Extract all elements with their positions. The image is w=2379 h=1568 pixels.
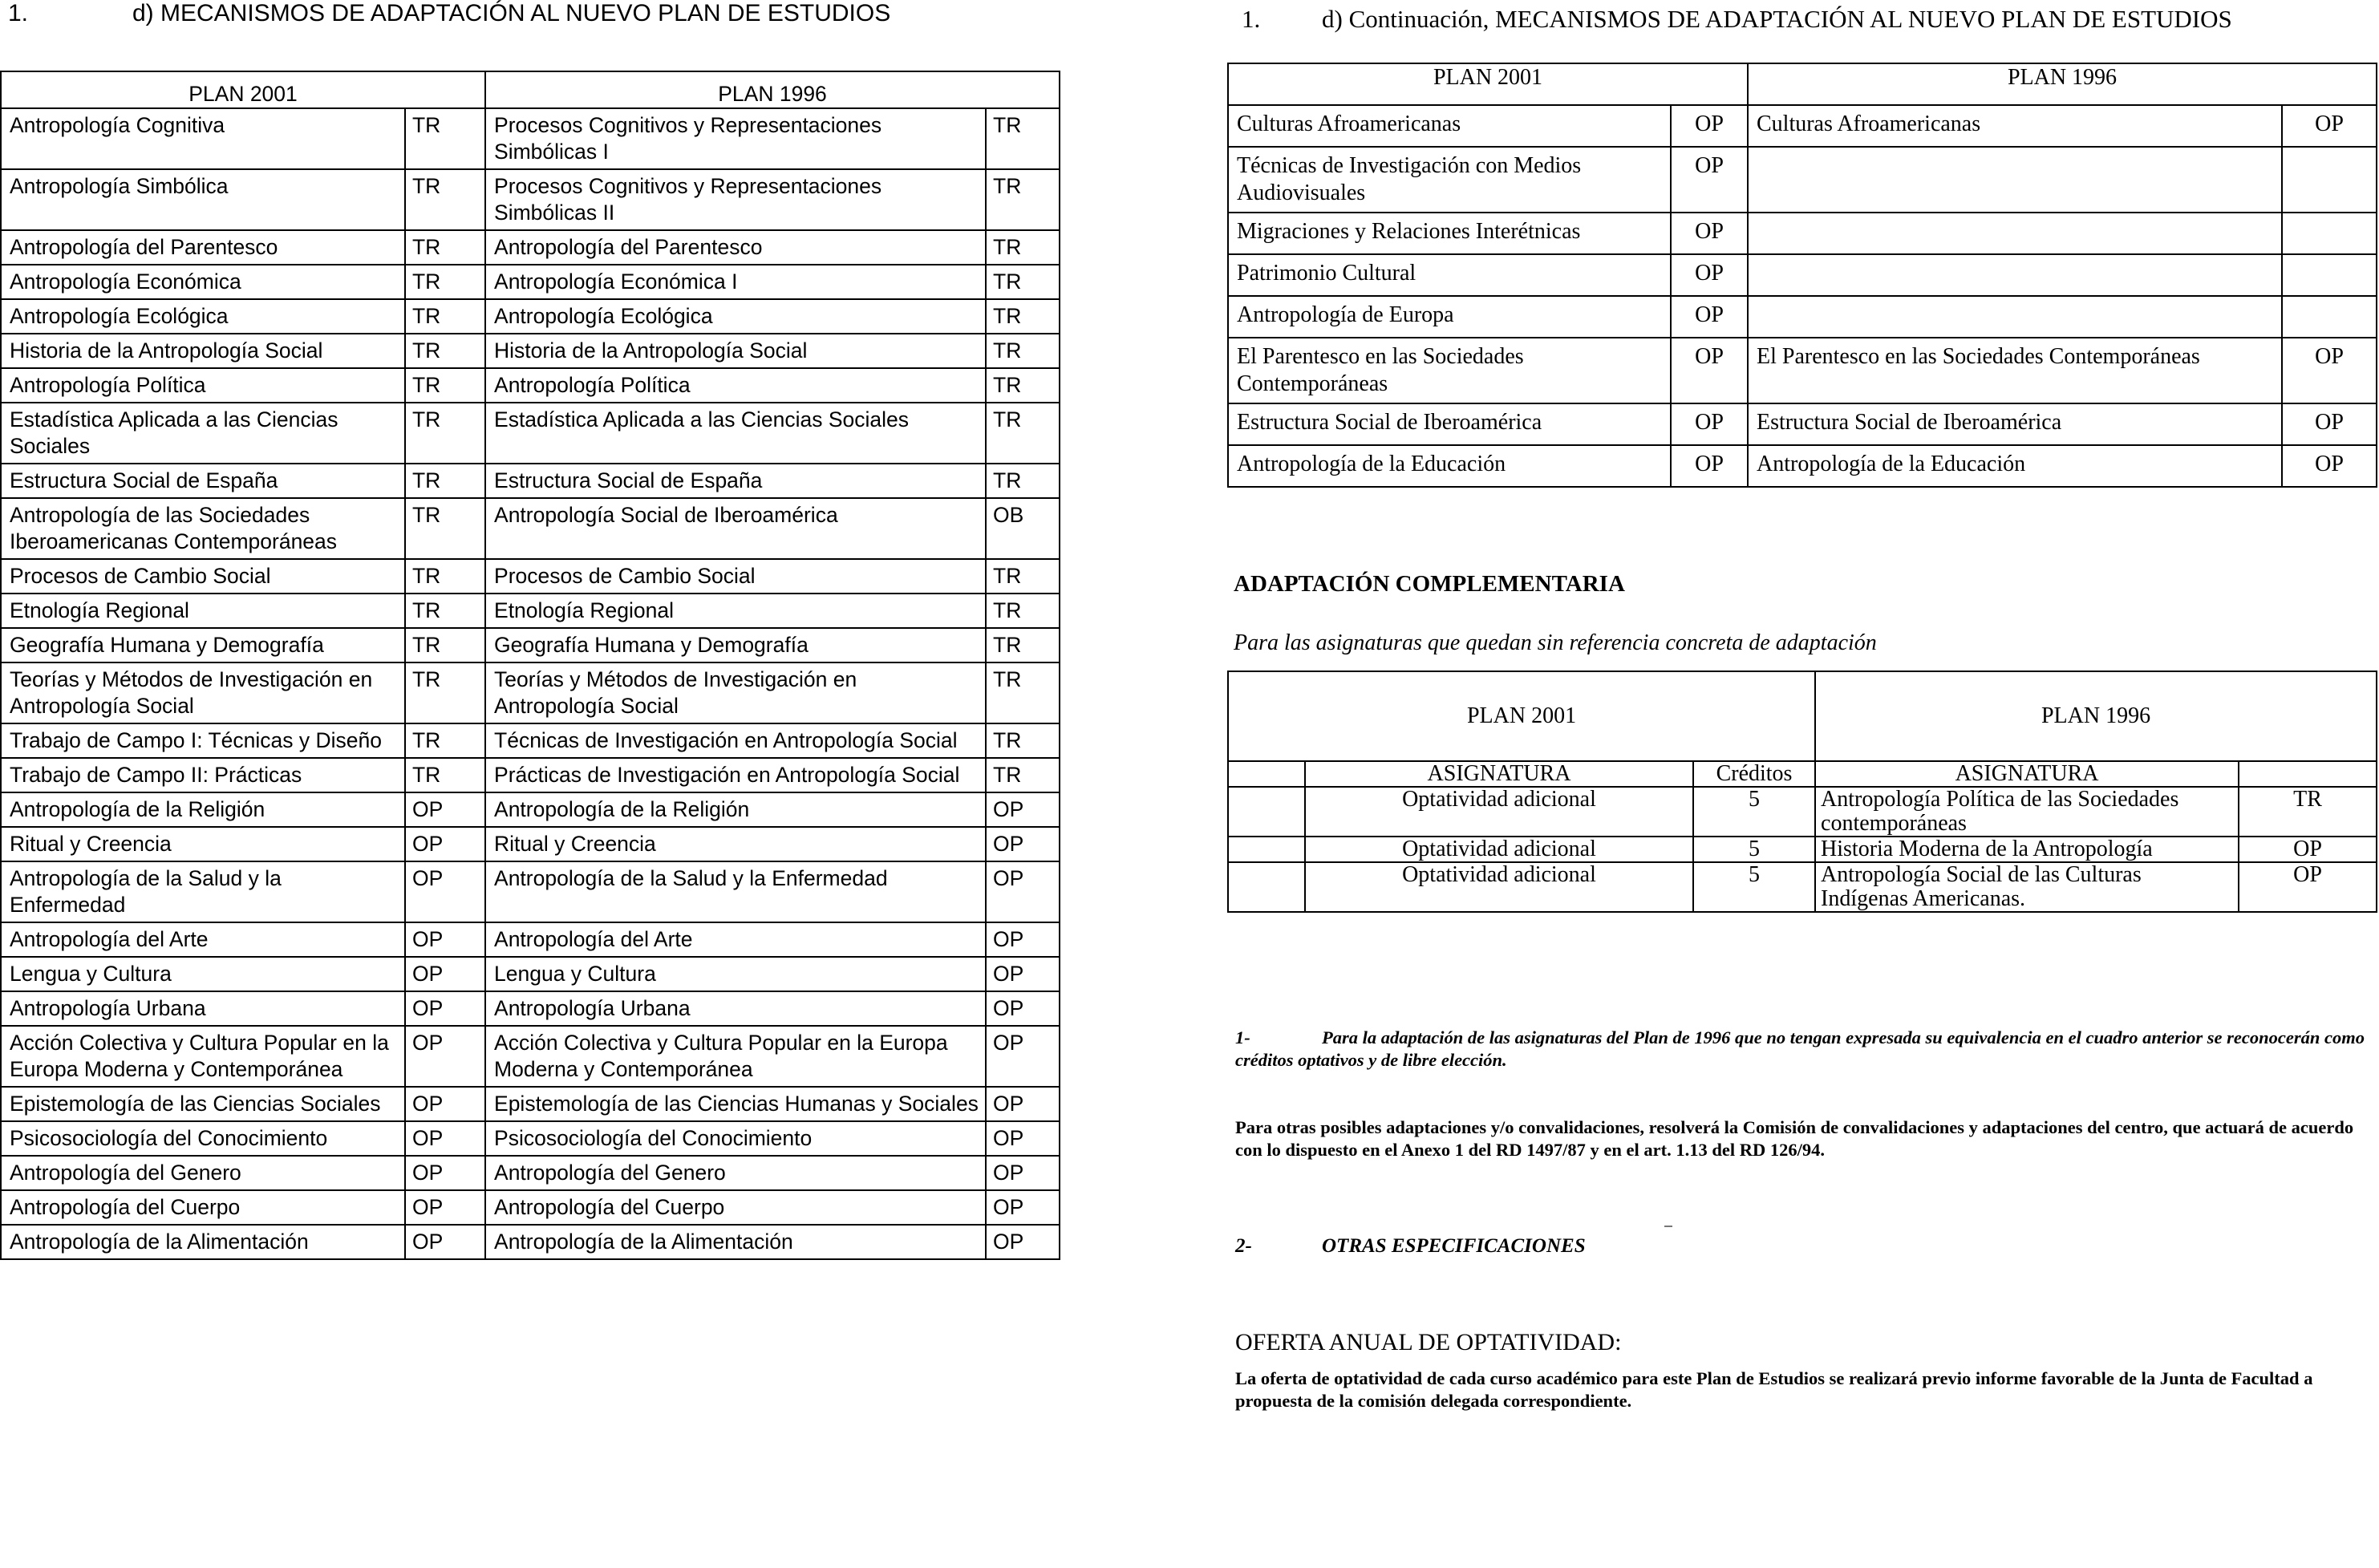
subject-2001: Antropología Económica xyxy=(1,265,405,299)
table-row xyxy=(1,334,1060,368)
type-1996: TR xyxy=(986,723,1060,758)
table-row xyxy=(1228,254,2377,296)
credits: 5 xyxy=(1693,862,1815,912)
scan-mark xyxy=(1664,1226,1672,1227)
type-2001: OP xyxy=(405,827,485,861)
type-1996: TR xyxy=(986,464,1060,498)
type-2001: OP xyxy=(405,991,485,1026)
subject-1996: Psicosociología del Conocimiento xyxy=(485,1121,986,1156)
subject-2001: Migraciones y Relaciones Interétnicas xyxy=(1228,213,1671,254)
complementaria-title: ADAPTACIÓN COMPLEMENTARIA xyxy=(1234,571,1625,597)
table-row xyxy=(1,723,1060,758)
type-1996: TR xyxy=(986,403,1060,464)
type-2001: TR xyxy=(405,559,485,594)
type-1996: TR xyxy=(986,758,1060,792)
type-1996: OP xyxy=(986,922,1060,957)
plan-1996-header: PLAN 1996 xyxy=(1748,63,2377,105)
subject-1996: Antropología Política de las Sociedades contemporáneas xyxy=(1815,787,2239,837)
oferta-title: OFERTA ANUAL DE OPTATIVIDAD: xyxy=(1235,1329,1622,1355)
type-1996 xyxy=(2282,213,2377,254)
subject-1996: Antropología Urbana xyxy=(485,991,986,1026)
table-row xyxy=(1,108,1060,169)
table-row xyxy=(1,991,1060,1026)
table-row xyxy=(1228,787,2377,837)
type-1996: OP xyxy=(986,1190,1060,1225)
note-2-text: Para otras posibles adaptaciones y/o convalidaciones, resolverá la Comisión de convalidaciones y adaptaciones del centro, que actuará de acuerdo con lo dispuesto en el Anexo 1 del RD 1497/87 y en el art. 1.13 del RD 126/94. xyxy=(1235,1117,2354,1160)
subject-1996: Historia Moderna de la Antropología xyxy=(1815,837,2239,862)
subject-2001: Etnología Regional xyxy=(1,594,405,628)
type-1996 xyxy=(2282,296,2377,338)
subject-2001: Antropología Ecológica xyxy=(1,299,405,334)
table-row xyxy=(1,662,1060,723)
type-2001: TR xyxy=(405,464,485,498)
type-1996: OP xyxy=(2282,403,2377,445)
subject-1996: Acción Colectiva y Cultura Popular en la Europa Moderna y Contemporánea xyxy=(485,1026,986,1087)
plan-2001-header: PLAN 2001 xyxy=(1,71,485,108)
section-number: 1. xyxy=(8,0,29,26)
type-1996: OB xyxy=(986,498,1060,559)
type-1996: OP xyxy=(986,957,1060,991)
table-row xyxy=(1,792,1060,827)
subject-2001: Teorías y Métodos de Investigación en Antropología Social xyxy=(1,662,405,723)
asignatura-1996-subheader: ASIGNATURA xyxy=(1815,761,2239,787)
subject-1996 xyxy=(1748,296,2282,338)
subject-1996: Geografía Humana y Demografía xyxy=(485,628,986,662)
subject-2001: Técnicas de Investigación con Medios Audiovisuales xyxy=(1228,147,1671,213)
continuation-table xyxy=(1227,63,2377,488)
blank-cell xyxy=(1228,787,1305,837)
table-row xyxy=(1,1026,1060,1087)
subject-1996: Antropología Política xyxy=(485,368,986,403)
subject-2001: Estructura Social de Iberoamérica xyxy=(1228,403,1671,445)
subject-1996: Procesos de Cambio Social xyxy=(485,559,986,594)
type-2001: OP xyxy=(405,1190,485,1225)
blank-cell xyxy=(1228,862,1305,912)
type-1996: TR xyxy=(986,169,1060,230)
type-2001: TR xyxy=(405,299,485,334)
subject-1996: Antropología de la Educación xyxy=(1748,445,2282,487)
type-1996: OP xyxy=(986,827,1060,861)
creditos-subheader: Créditos xyxy=(1693,761,1815,787)
subject-1996 xyxy=(1748,147,2282,213)
subject-2001: Antropología del Genero xyxy=(1,1156,405,1190)
type-1996: TR xyxy=(986,628,1060,662)
table-row xyxy=(1,957,1060,991)
table-row xyxy=(1,922,1060,957)
type-2001: OP xyxy=(405,861,485,922)
type-1996 xyxy=(2282,147,2377,213)
type-2001: TR xyxy=(405,662,485,723)
type-2001: OP xyxy=(1671,445,1748,487)
type-1996: TR xyxy=(986,265,1060,299)
subject-2001: Antropología de Europa xyxy=(1228,296,1671,338)
plan-1996-header: PLAN 1996 xyxy=(485,71,1060,108)
subject-2001: Antropología Política xyxy=(1,368,405,403)
subject-1996: Culturas Afroamericanas xyxy=(1748,105,2282,147)
plan-1996-header: PLAN 1996 xyxy=(1815,671,2377,761)
subject-1996: Antropología Económica I xyxy=(485,265,986,299)
complementaria-table-body xyxy=(1228,787,2377,912)
spec-title: OTRAS ESPECIFICACIONES xyxy=(1322,1235,1586,1257)
type-1996 xyxy=(2282,254,2377,296)
subject-1996: Epistemología de las Ciencias Humanas y Sociales xyxy=(485,1087,986,1121)
complementaria-subtitle: Para las asignaturas que quedan sin referencia concreta de adaptación xyxy=(1234,630,1877,655)
blank-subheader xyxy=(2239,761,2377,787)
subject-1996: Antropología del Arte xyxy=(485,922,986,957)
subject-2001: Antropología de la Alimentación xyxy=(1,1225,405,1259)
subject-2001: Patrimonio Cultural xyxy=(1228,254,1671,296)
subject-1996: El Parentesco en las Sociedades Contemporáneas xyxy=(1748,338,2282,403)
page-header xyxy=(8,0,890,27)
complementaria-table xyxy=(1227,671,2377,913)
blank-subheader xyxy=(1228,761,1305,787)
type-2001: TR xyxy=(405,594,485,628)
subject-2001: Antropología del Parentesco xyxy=(1,230,405,265)
subject-1996: Antropología del Cuerpo xyxy=(485,1190,986,1225)
note-1 xyxy=(1235,1027,2374,1072)
type-1996: TR xyxy=(986,299,1060,334)
table-row xyxy=(1228,338,2377,403)
subject-2001: Historia de la Antropología Social xyxy=(1,334,405,368)
type-2001: TR xyxy=(405,403,485,464)
section-number: 1. xyxy=(1242,5,1261,33)
subject-1996: Prácticas de Investigación en Antropología Social xyxy=(485,758,986,792)
subject-2001: Procesos de Cambio Social xyxy=(1,559,405,594)
table-row xyxy=(1228,403,2377,445)
type-1996: OP xyxy=(986,1121,1060,1156)
type-1996: OP xyxy=(986,792,1060,827)
type-2001: TR xyxy=(405,628,485,662)
type-1996: TR xyxy=(986,108,1060,169)
type-2001: OP xyxy=(405,922,485,957)
subject-1996: Estadística Aplicada a las Ciencias Sociales xyxy=(485,403,986,464)
table-row xyxy=(1228,296,2377,338)
subject-1996: Lengua y Cultura xyxy=(485,957,986,991)
page-header xyxy=(1242,5,2232,34)
subject-2001: Psicosociología del Conocimiento xyxy=(1,1121,405,1156)
table-row xyxy=(1,1190,1060,1225)
table-row xyxy=(1,861,1060,922)
type-1996: OP xyxy=(986,1026,1060,1087)
subject-1996: Antropología Social de las Culturas Indígenas Americanas. xyxy=(1815,862,2239,912)
type-1996: TR xyxy=(986,559,1060,594)
subject-2001: Geografía Humana y Demografía xyxy=(1,628,405,662)
subject-2001: Antropología Simbólica xyxy=(1,169,405,230)
section-title: d) Continuación, MECANISMOS DE ADAPTACIÓN AL NUEVO PLAN DE ESTUDIOS xyxy=(1322,5,2232,33)
note-1-text: Para la adaptación de las asignaturas del Plan de 1996 que no tengan expresada su equivalencia en el cuadro anterior se reconocerán como créditos optativos y de libre elección. xyxy=(1235,1027,2365,1070)
type-1996: OP xyxy=(2282,445,2377,487)
subject-1996: Antropología de la Religión xyxy=(485,792,986,827)
type-1996: OP xyxy=(986,1225,1060,1259)
subject-2001: Antropología del Arte xyxy=(1,922,405,957)
type-1996: TR xyxy=(986,334,1060,368)
table-row xyxy=(1228,862,2377,912)
subject-1996: Antropología Ecológica xyxy=(485,299,986,334)
spec-number: 2- xyxy=(1235,1235,1252,1257)
adaptation-table xyxy=(0,71,1060,1260)
subject-1996: Teorías y Métodos de Investigación en Antropología Social xyxy=(485,662,986,723)
table-row xyxy=(1,559,1060,594)
type-2001: TR xyxy=(405,230,485,265)
type-2001: TR xyxy=(405,368,485,403)
table-row xyxy=(1,1156,1060,1190)
table-row xyxy=(1228,213,2377,254)
table-row xyxy=(1228,147,2377,213)
note-1-number: 1- xyxy=(1235,1027,1250,1047)
credits: 5 xyxy=(1693,787,1815,837)
subject-1996: Antropología del Genero xyxy=(485,1156,986,1190)
table-row xyxy=(1,368,1060,403)
type-2001: TR xyxy=(405,334,485,368)
subject-1996: Estructura Social de Iberoamérica xyxy=(1748,403,2282,445)
type-2001: OP xyxy=(405,1026,485,1087)
type-2001: TR xyxy=(405,758,485,792)
type-2001: TR xyxy=(405,108,485,169)
subject-1996: Antropología de la Salud y la Enfermedad xyxy=(485,861,986,922)
subject-1996: Ritual y Creencia xyxy=(485,827,986,861)
table-row xyxy=(1228,837,2377,862)
subject-1996: Historia de la Antropología Social xyxy=(485,334,986,368)
subject-2001: Antropología de la Educación xyxy=(1228,445,1671,487)
table-row xyxy=(1,265,1060,299)
subject-2001: Culturas Afroamericanas xyxy=(1228,105,1671,147)
subject-2001: Epistemología de las Ciencias Sociales xyxy=(1,1087,405,1121)
type-1996: OP xyxy=(2239,862,2377,912)
plan-2001-header: PLAN 2001 xyxy=(1228,63,1748,105)
subject-2001: Antropología de la Salud y la Enfermedad xyxy=(1,861,405,922)
type-1996: OP xyxy=(986,861,1060,922)
type-2001: OP xyxy=(1671,254,1748,296)
subject-2001: Ritual y Creencia xyxy=(1,827,405,861)
table-row xyxy=(1,594,1060,628)
type-2001: OP xyxy=(1671,338,1748,403)
table-row xyxy=(1,1087,1060,1121)
subject-2001: Optatividad adicional xyxy=(1305,862,1693,912)
table-row xyxy=(1,403,1060,464)
subject-2001: Antropología Urbana xyxy=(1,991,405,1026)
type-1996: OP xyxy=(2282,105,2377,147)
plan-2001-header: PLAN 2001 xyxy=(1228,671,1815,761)
subject-1996 xyxy=(1748,213,2282,254)
table-row xyxy=(1,464,1060,498)
type-2001: OP xyxy=(405,1225,485,1259)
type-2001: OP xyxy=(1671,296,1748,338)
type-2001: OP xyxy=(1671,213,1748,254)
subject-2001: Trabajo de Campo II: Prácticas xyxy=(1,758,405,792)
subject-1996: Antropología del Parentesco xyxy=(485,230,986,265)
type-1996: TR xyxy=(986,594,1060,628)
table-row xyxy=(1,299,1060,334)
type-2001: OP xyxy=(1671,105,1748,147)
credits: 5 xyxy=(1693,837,1815,862)
type-2001: TR xyxy=(405,498,485,559)
type-1996: OP xyxy=(986,991,1060,1026)
table-row xyxy=(1,498,1060,559)
subject-2001: Trabajo de Campo I: Técnicas y Diseño xyxy=(1,723,405,758)
adaptation-table-body xyxy=(1,108,1060,1259)
subject-2001: Optatividad adicional xyxy=(1305,787,1693,837)
table-row xyxy=(1,230,1060,265)
subject-2001: Antropología del Cuerpo xyxy=(1,1190,405,1225)
type-1996: TR xyxy=(986,230,1060,265)
type-2001: OP xyxy=(405,792,485,827)
section-title: d) MECANISMOS DE ADAPTACIÓN AL NUEVO PLAN DE ESTUDIOS xyxy=(132,0,891,26)
subject-2001: Antropología Cognitiva xyxy=(1,108,405,169)
type-1996: OP xyxy=(2239,837,2377,862)
otras-especificaciones xyxy=(1235,1235,1586,1258)
subject-1996: Estructura Social de España xyxy=(485,464,986,498)
type-2001: OP xyxy=(1671,403,1748,445)
type-2001: TR xyxy=(405,723,485,758)
type-2001: OP xyxy=(405,1156,485,1190)
type-1996: OP xyxy=(2282,338,2377,403)
table-row xyxy=(1,1225,1060,1259)
table-row xyxy=(1,169,1060,230)
subject-2001: Antropología de la Religión xyxy=(1,792,405,827)
type-2001: OP xyxy=(405,1087,485,1121)
type-1996: TR xyxy=(986,368,1060,403)
table-row xyxy=(1228,445,2377,487)
type-2001: OP xyxy=(405,957,485,991)
subject-1996 xyxy=(1748,254,2282,296)
subject-1996: Procesos Cognitivos y Representaciones Simbólicas II xyxy=(485,169,986,230)
subject-2001: Acción Colectiva y Cultura Popular en la Europa Moderna y Contemporánea xyxy=(1,1026,405,1087)
continuation-table-body xyxy=(1228,105,2377,487)
table-row xyxy=(1,758,1060,792)
subject-1996: Antropología Social de Iberoamérica xyxy=(485,498,986,559)
type-2001: OP xyxy=(1671,147,1748,213)
type-2001: TR xyxy=(405,169,485,230)
type-1996: TR xyxy=(986,662,1060,723)
subject-2001: Estructura Social de España xyxy=(1,464,405,498)
blank-cell xyxy=(1228,837,1305,862)
subject-1996: Procesos Cognitivos y Representaciones Simbólicas I xyxy=(485,108,986,169)
table-row xyxy=(1,827,1060,861)
subject-2001: Estadística Aplicada a las Ciencias Sociales xyxy=(1,403,405,464)
subject-2001: Antropología de las Sociedades Iberoamericanas Contemporáneas xyxy=(1,498,405,559)
subject-1996: Técnicas de Investigación en Antropología Social xyxy=(485,723,986,758)
subject-2001: Optatividad adicional xyxy=(1305,837,1693,862)
subject-2001: Lengua y Cultura xyxy=(1,957,405,991)
type-2001: TR xyxy=(405,265,485,299)
table-row xyxy=(1,1121,1060,1156)
type-1996: TR xyxy=(2239,787,2377,837)
type-2001: OP xyxy=(405,1121,485,1156)
oferta-text: La oferta de optatividad de cada curso académico para este Plan de Estudios se realizará previo informe favorable de la Junta de Facultad a propuesta de la comisión delegada correspondiente. xyxy=(1235,1368,2313,1411)
table-row xyxy=(1,628,1060,662)
type-1996: OP xyxy=(986,1156,1060,1190)
subject-1996: Antropología de la Alimentación xyxy=(485,1225,986,1259)
type-1996: OP xyxy=(986,1087,1060,1121)
subject-2001: El Parentesco en las Sociedades Contemporáneas xyxy=(1228,338,1671,403)
asignatura-2001-subheader: ASIGNATURA xyxy=(1305,761,1693,787)
table-row xyxy=(1228,105,2377,147)
subject-1996: Etnología Regional xyxy=(485,594,986,628)
